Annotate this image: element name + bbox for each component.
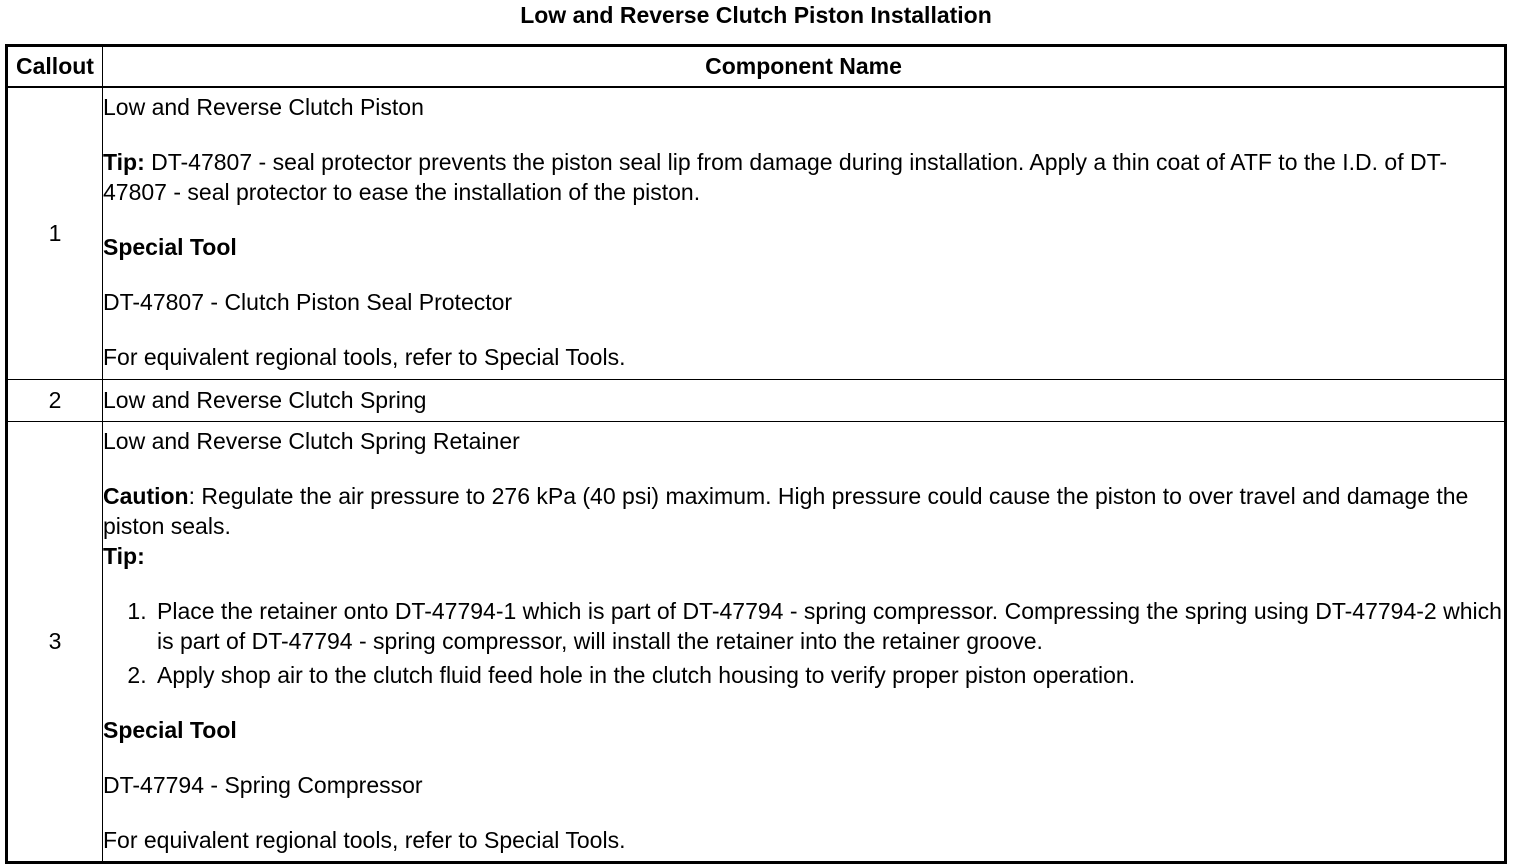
list-item: 2. Apply shop air to the clutch fluid feed hole in the clutch housing to verify proper piston operation. [153,660,1504,690]
callout-column-header: Callout [7,46,103,88]
tip-text: DT-47807 - seal protector prevents the piston seal lip from damage during installation. Apply a thin coat of ATF to the I.D. of DT-47807 - seal protector to ease the installation of the piston. [103,149,1448,206]
component-cell [103,87,1506,379]
caution-paragraph [103,481,1504,541]
callout-number: 2 [7,379,103,421]
regional-tools-note: For equivalent regional tools, refer to Special Tools. [103,826,626,853]
component-column-header: Component Name [103,46,1506,88]
callout-number: 3 [7,421,103,862]
table-header-row [7,46,1506,88]
tip-paragraph [103,147,1504,207]
caution-text: : Regulate the air pressure to 276 kPa (40 psi) maximum. High pressure could cause the piston to over travel and damage the piston seals. [103,482,1469,539]
tip-steps-list [103,596,1504,690]
component-name: Low and Reverse Clutch Spring [103,387,427,413]
table-row [7,379,1506,421]
tip-heading: Tip: [103,542,145,569]
component-cell [103,421,1506,862]
special-tool-name: DT-47794 - Spring Compressor [103,771,423,798]
special-tool-heading: Special Tool [103,234,237,261]
document-title: Low and Reverse Clutch Piston Installation [520,2,992,28]
special-tool-name: DT-47807 - Clutch Piston Seal Protector [103,289,513,316]
component-name: Low and Reverse Clutch Piston [103,94,424,121]
component-cell [103,379,1506,421]
component-table [5,44,1507,864]
caution-label: Caution [103,482,189,509]
list-item: 1. Place the retainer onto DT-47794-1 which is part of DT-47794 - spring compressor. Compressing the spring using DT-47794-2 which is part of DT-47794 - spring compressor, will install the retainer into the retainer groove. [153,596,1504,656]
component-name: Low and Reverse Clutch Spring Retainer [103,427,520,454]
special-tool-heading: Special Tool [103,716,237,743]
table-row [7,87,1506,379]
regional-tools-note: For equivalent regional tools, refer to Special Tools. [103,344,626,371]
table-row [7,421,1506,862]
tip-label: Tip: [103,149,145,176]
callout-number: 1 [7,87,103,379]
